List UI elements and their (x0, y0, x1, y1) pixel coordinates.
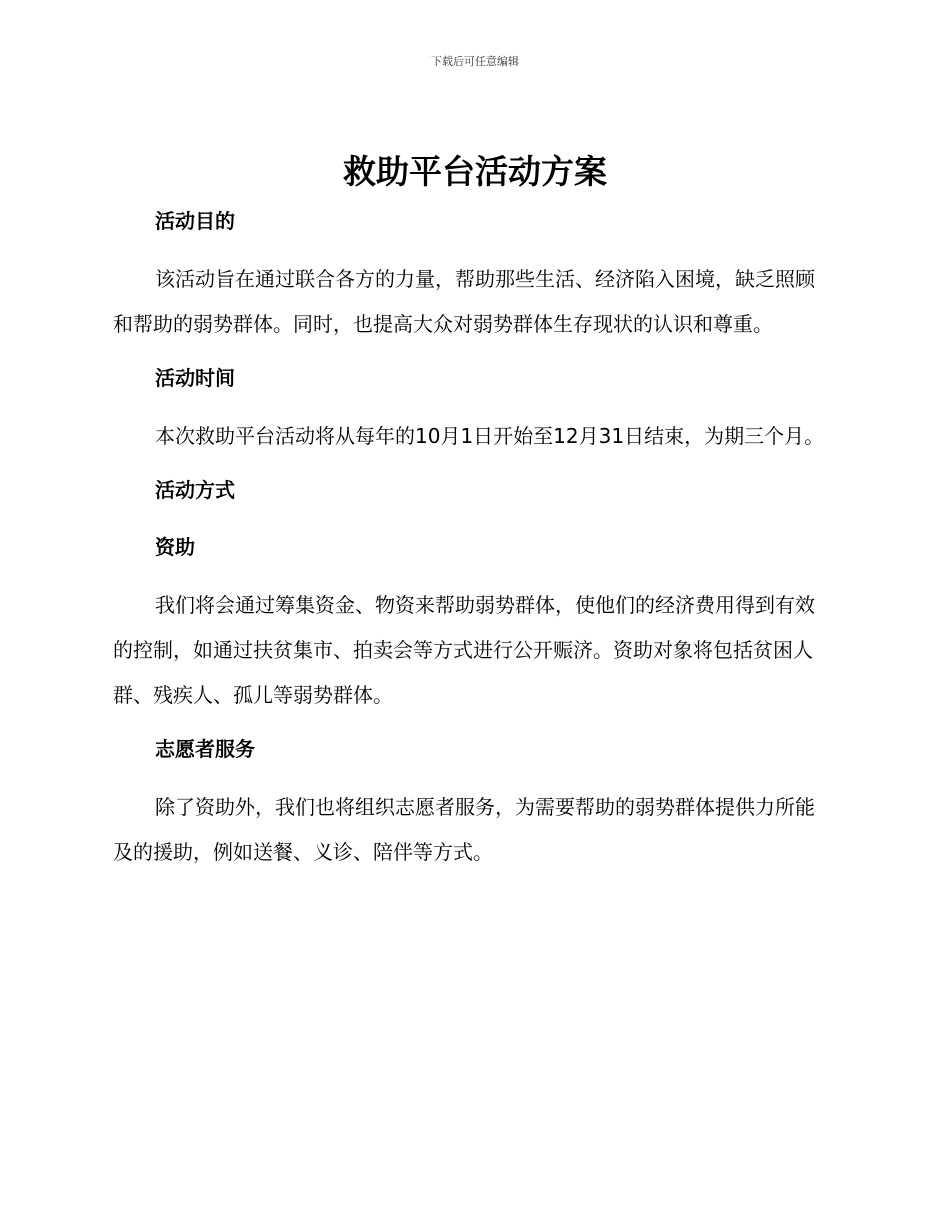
section-heading-volunteer: 志愿者服务 (155, 737, 255, 761)
section-text-time: 本次救助平台活动将从每年的10月1日开始至12月31日结束，为期三个月。 (155, 424, 825, 448)
section-text-volunteer: 除了资助外，我们也将组织志愿者服务，为需要帮助的弱势群体提供力所能及的援助，例如送餐、义诊、陪伴等方式。 (113, 795, 815, 864)
section-heading-funding: 资助 (155, 535, 195, 559)
document-title: 救助平台活动方案 (343, 152, 607, 191)
section-text-purpose: 该活动旨在通过联合各方的力量，帮助那些生活、经济陷入困境，缺乏照顾和帮助的弱势群体。同时，也提高大众对弱势群体生存现状的认识和尊重。 (113, 267, 815, 336)
document-body (113, 203, 831, 875)
section-heading-purpose: 活动目的 (155, 209, 235, 233)
section-heading-method: 活动方式 (155, 478, 235, 502)
section-text-funding: 我们将会通过筹集资金、物资来帮助弱势群体，使他们的经济费用得到有效的控制，如通过扶贫集市、拍卖会等方式进行公开赈济。资助对象将包括贫困人群、残疾人、孤儿等弱势群体。 (113, 593, 815, 707)
section-heading-time: 活动时间 (155, 366, 235, 390)
page-header-note: 下载后可任意编辑 (431, 55, 519, 68)
